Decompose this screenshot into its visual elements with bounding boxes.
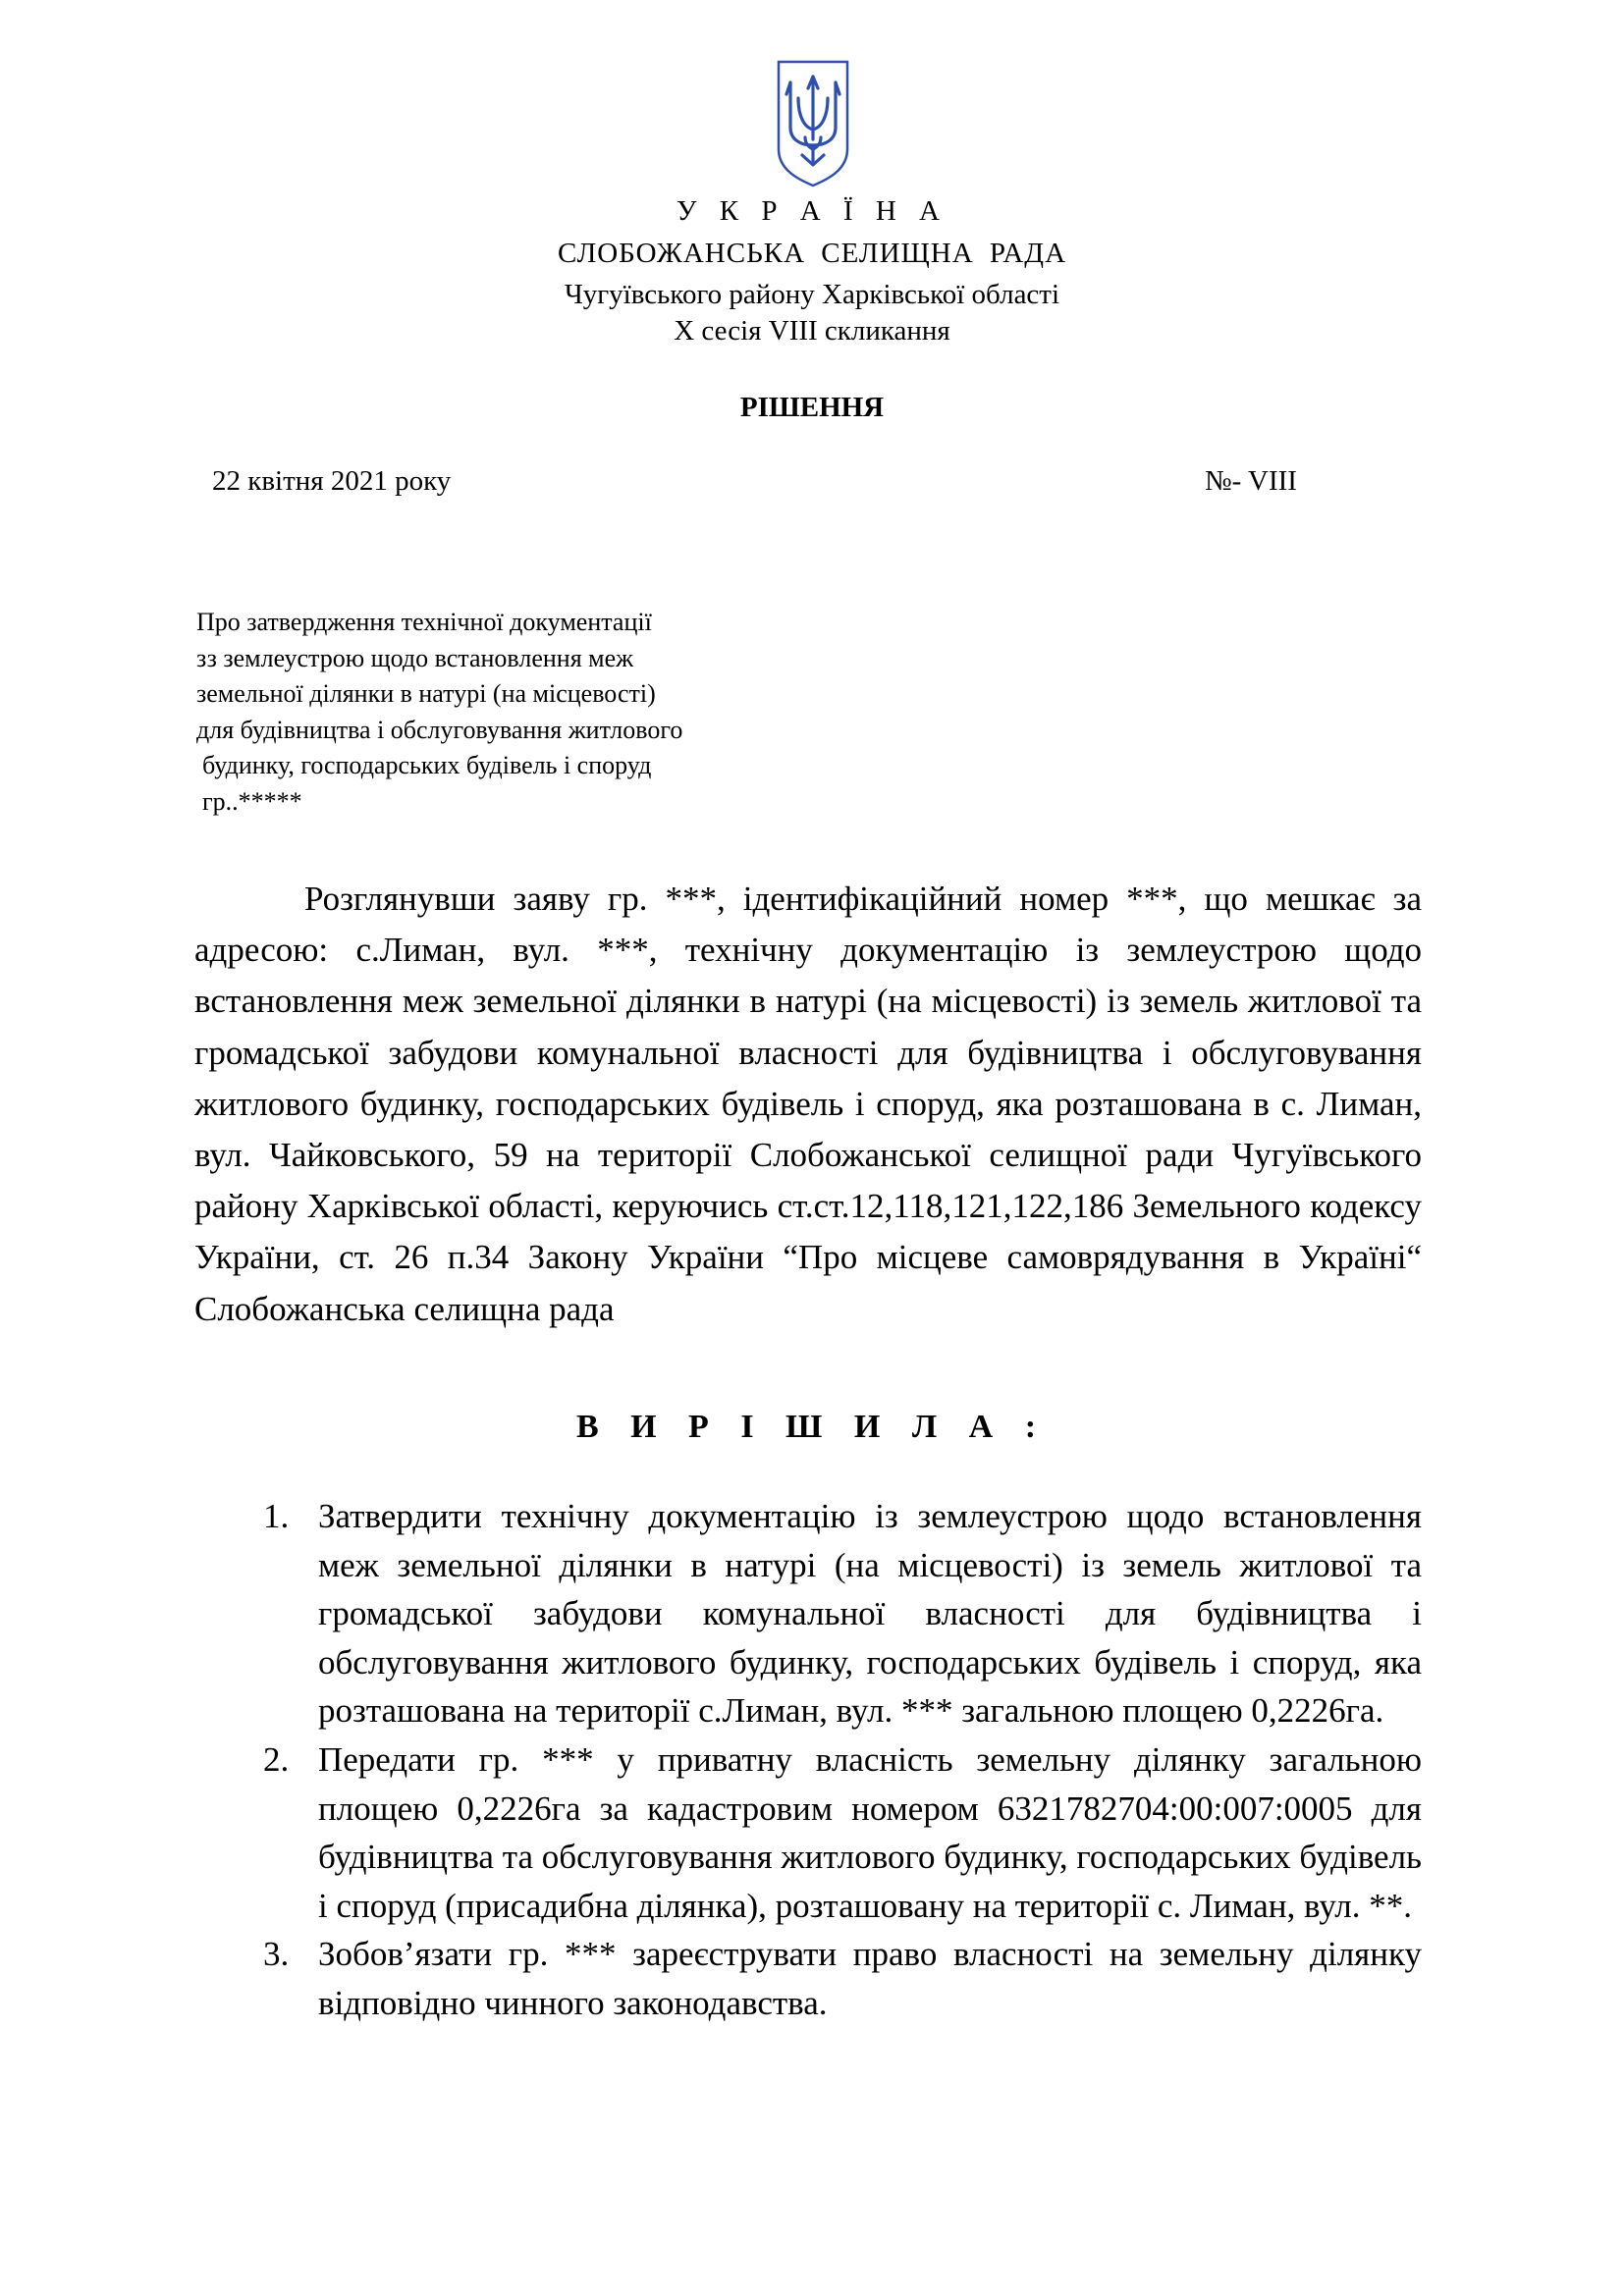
subject-block — [196, 605, 805, 820]
resolution-item — [263, 1930, 1422, 2027]
item-number: 3. — [263, 1935, 290, 1974]
preamble — [194, 874, 1422, 1335]
council-title: СЛОБОЖАНСЬКА СЕЛИЩНА РАДА — [557, 238, 1067, 269]
decision-number: №- VIII — [1205, 465, 1297, 497]
item-text: Передати гр. *** у приватну власність земельну ділянку загальною площею 0,2226га за кадастровим номером 6321782704:00:007:0005 для будівництва та обслуговування житлового будинку, господарських будівель і споруд (присадибна ділянка), розташовану на території с. Лиман, вул. **. — [318, 1739, 1422, 1925]
decision-date: 22 квітня 2021 року — [212, 465, 452, 497]
subject-line: зз землеустрою щодо встановлення меж — [196, 643, 634, 672]
resolution-item — [263, 1735, 1422, 1930]
resolution-item — [263, 1492, 1422, 1735]
session-line: Х сесія VІІІ скликання — [674, 315, 950, 347]
district-line: Чугуївського району Харківської області — [564, 279, 1060, 310]
item-number: 1. — [263, 1497, 290, 1535]
decision-title: РІШЕННЯ — [739, 392, 885, 423]
subject-line: земельної ділянки в натурі (на місцевості) — [196, 679, 656, 708]
subject-line: гр..***** — [202, 786, 302, 816]
trident-icon — [773, 59, 853, 188]
item-text: Зобов’язати гр. *** зареєструвати право власності на земельну ділянку відповідно чинного законодавства. — [318, 1935, 1422, 2022]
subject-line: для будівництва і обслуговування житлового — [196, 715, 683, 744]
country-title: У К Р А Ї Н А — [677, 195, 947, 227]
resolution-list — [263, 1492, 1422, 2028]
subject-line: Про затвердження технічної документації — [196, 608, 652, 636]
item-text: Затвердити технічну документацію із землеустрою щодо встановлення меж земельної ділянки в натурі (на місцевості) із земель житлової та громадської забудови комунальної власності для будівництва і обслуговування житлового будинку, господарських будівель і споруд, яка розташована на території с.Лиман, вул. *** загальною площею 0,2226га. — [318, 1497, 1422, 1731]
item-number: 2. — [263, 1739, 290, 1779]
subject-line: будинку, господарських будівель і споруд — [202, 751, 652, 779]
preamble-text: Розглянувши заяву гр. ***, ідентифікаційний номер ***, що мешкає за адресою: с.Лиман, вул. ***, технічну документацію із землеустрою щодо встановлення меж земельної ділянки в натурі (на місцевості) із земель житлової та громадської забудови комунальної власності для будівництва і обслуговування житлового будинку, господарських будівель і споруд, яка розташована в с. Лиман, вул. Чайковського, 59 на території Слобожанської селищної ради Чугуївського району Харківської області, керуючись ст.ст.12,118,121,122,186 Земельного кодексу України, ст. 26 п.34 Закону України “Про місцеве самоврядування в Україні“ Слобожанська селищна рада — [194, 880, 1422, 1328]
resolved-heading: В И Р І Ш И Л А : — [575, 1409, 1049, 1445]
